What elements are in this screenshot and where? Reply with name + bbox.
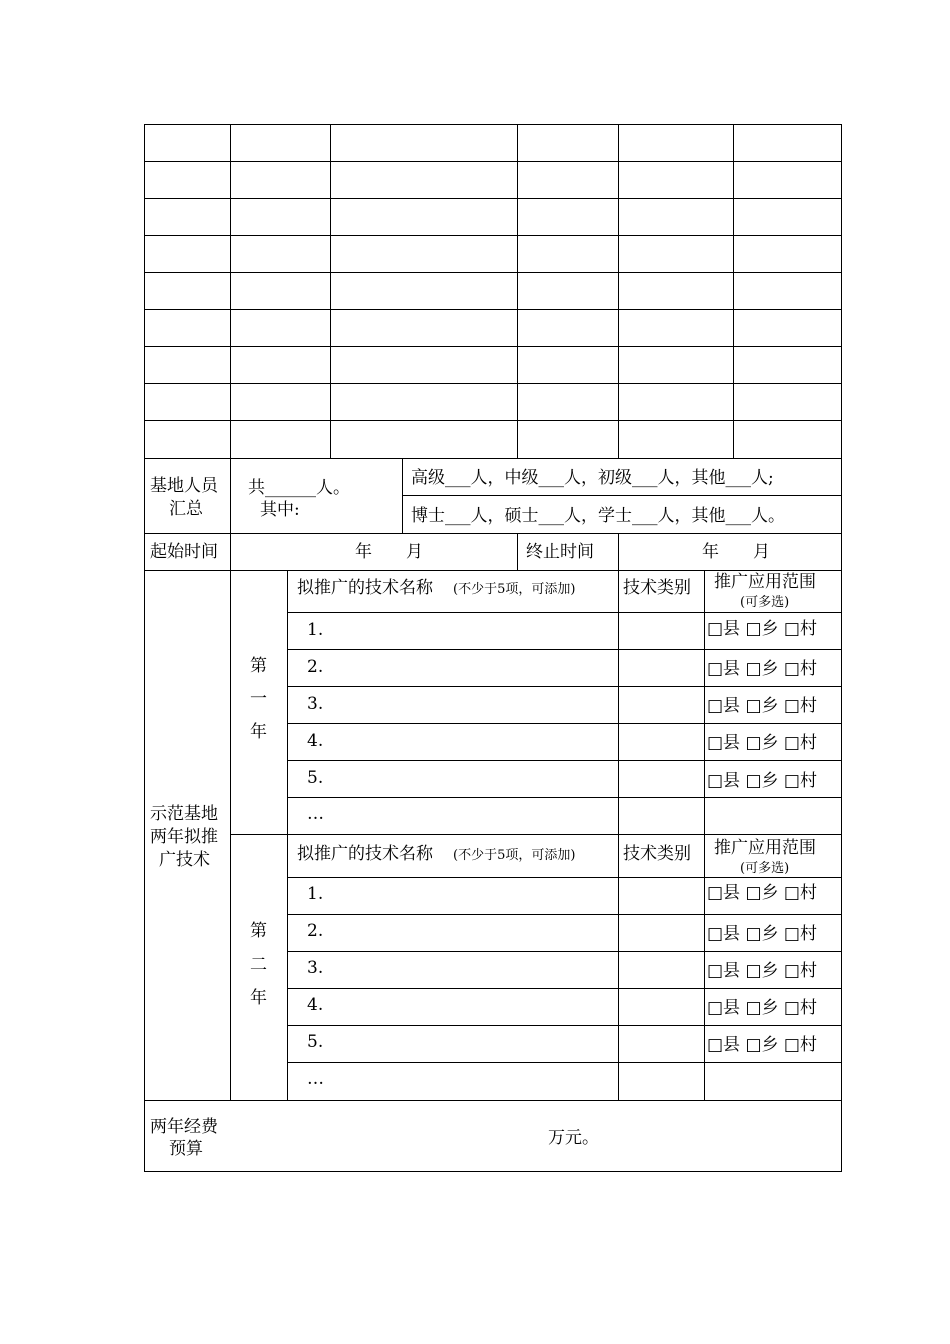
year1-label-char2: 一 xyxy=(250,689,267,709)
tech-section-label-line3: 广技术 xyxy=(159,850,210,870)
table-border-bottom xyxy=(144,1171,842,1172)
year2-row3-scope-checkboxes[interactable]: □县 □乡 □村 xyxy=(707,961,817,981)
year1-row-more: … xyxy=(307,804,324,824)
year2-header-name: 拟推广的技术名称 xyxy=(297,844,433,864)
year1-header-category: 技术类别 xyxy=(623,578,691,598)
year2-row4-scope-checkboxes[interactable]: □县 □乡 □村 xyxy=(707,998,817,1018)
personnel-label-line2: 汇总 xyxy=(169,499,203,519)
year2-header-scope-note: (可多选) xyxy=(740,861,790,876)
table-border-right xyxy=(841,124,842,1172)
budget-value[interactable]: 万元。 xyxy=(548,1128,599,1148)
year1-row3-number: 3. xyxy=(307,694,324,714)
year1-row2-number: 2. xyxy=(307,657,324,677)
year2-label-char1: 第 xyxy=(250,921,267,941)
year1-header-name: 拟推广的技术名称 xyxy=(297,578,433,598)
year1-row3-scope-checkboxes[interactable]: □县 □乡 □村 xyxy=(707,696,817,716)
budget-label-line2: 预算 xyxy=(169,1139,203,1159)
year1-label-char1: 第 xyxy=(250,656,267,676)
year1-row4-number: 4. xyxy=(307,731,324,751)
year2-row4-number: 4. xyxy=(307,995,324,1015)
personnel-total[interactable]: 共______人。 xyxy=(248,478,350,498)
personnel-titles[interactable]: 高级___人，中级___人，初级___人，其他___人; xyxy=(411,468,774,488)
year2-row2-scope-checkboxes[interactable]: □县 □乡 □村 xyxy=(707,924,817,944)
year2-label-char3: 年 xyxy=(250,988,267,1008)
tech-section-label-line1: 示范基地 xyxy=(150,804,218,824)
start-time-value[interactable]: 年 月 xyxy=(355,542,423,562)
year2-row1-scope-checkboxes[interactable]: □县 □乡 □村 xyxy=(707,883,817,903)
year2-row-more: … xyxy=(307,1069,324,1089)
year1-row2-scope-checkboxes[interactable]: □县 □乡 □村 xyxy=(707,659,817,679)
year2-row5-number: 5. xyxy=(307,1032,324,1052)
personnel-degrees[interactable]: 博士___人，硕士___人，学士___人，其他___人。 xyxy=(411,506,785,526)
year1-row1-scope-checkboxes[interactable]: □县 □乡 □村 xyxy=(707,619,817,639)
table-border-left xyxy=(144,124,145,1172)
year1-row5-number: 5. xyxy=(307,768,324,788)
end-time-value[interactable]: 年 月 xyxy=(702,542,770,562)
year1-row5-scope-checkboxes[interactable]: □县 □乡 □村 xyxy=(707,771,817,791)
year1-row1-number: 1. xyxy=(307,620,324,640)
year2-row2-number: 2. xyxy=(307,921,324,941)
budget-label-line1: 两年经费 xyxy=(150,1117,218,1137)
year1-label-char3: 年 xyxy=(250,722,267,742)
start-time-label: 起始时间 xyxy=(150,542,218,562)
year1-header-name-note: (不少于5项，可添加) xyxy=(453,582,576,597)
year2-row3-number: 3. xyxy=(307,958,324,978)
year1-row4-scope-checkboxes[interactable]: □县 □乡 □村 xyxy=(707,733,817,753)
year2-header-scope: 推广应用范围 xyxy=(714,838,816,858)
tech-section-label-line2: 两年拟推 xyxy=(150,827,218,847)
year1-header-scope: 推广应用范围 xyxy=(714,572,816,592)
year2-header-category: 技术类别 xyxy=(623,844,691,864)
year2-row1-number: 1. xyxy=(307,884,324,904)
personnel-of-which: 其中: xyxy=(260,500,300,520)
end-time-label: 终止时间 xyxy=(526,542,594,562)
year2-header-name-note: (不少于5项，可添加) xyxy=(453,848,576,863)
year2-row5-scope-checkboxes[interactable]: □县 □乡 □村 xyxy=(707,1035,817,1055)
personnel-label-line1: 基地人员 xyxy=(150,476,218,496)
table-border-top xyxy=(144,124,842,125)
year1-header-scope-note: (可多选) xyxy=(740,595,790,610)
year2-label-char2: 二 xyxy=(250,955,267,975)
